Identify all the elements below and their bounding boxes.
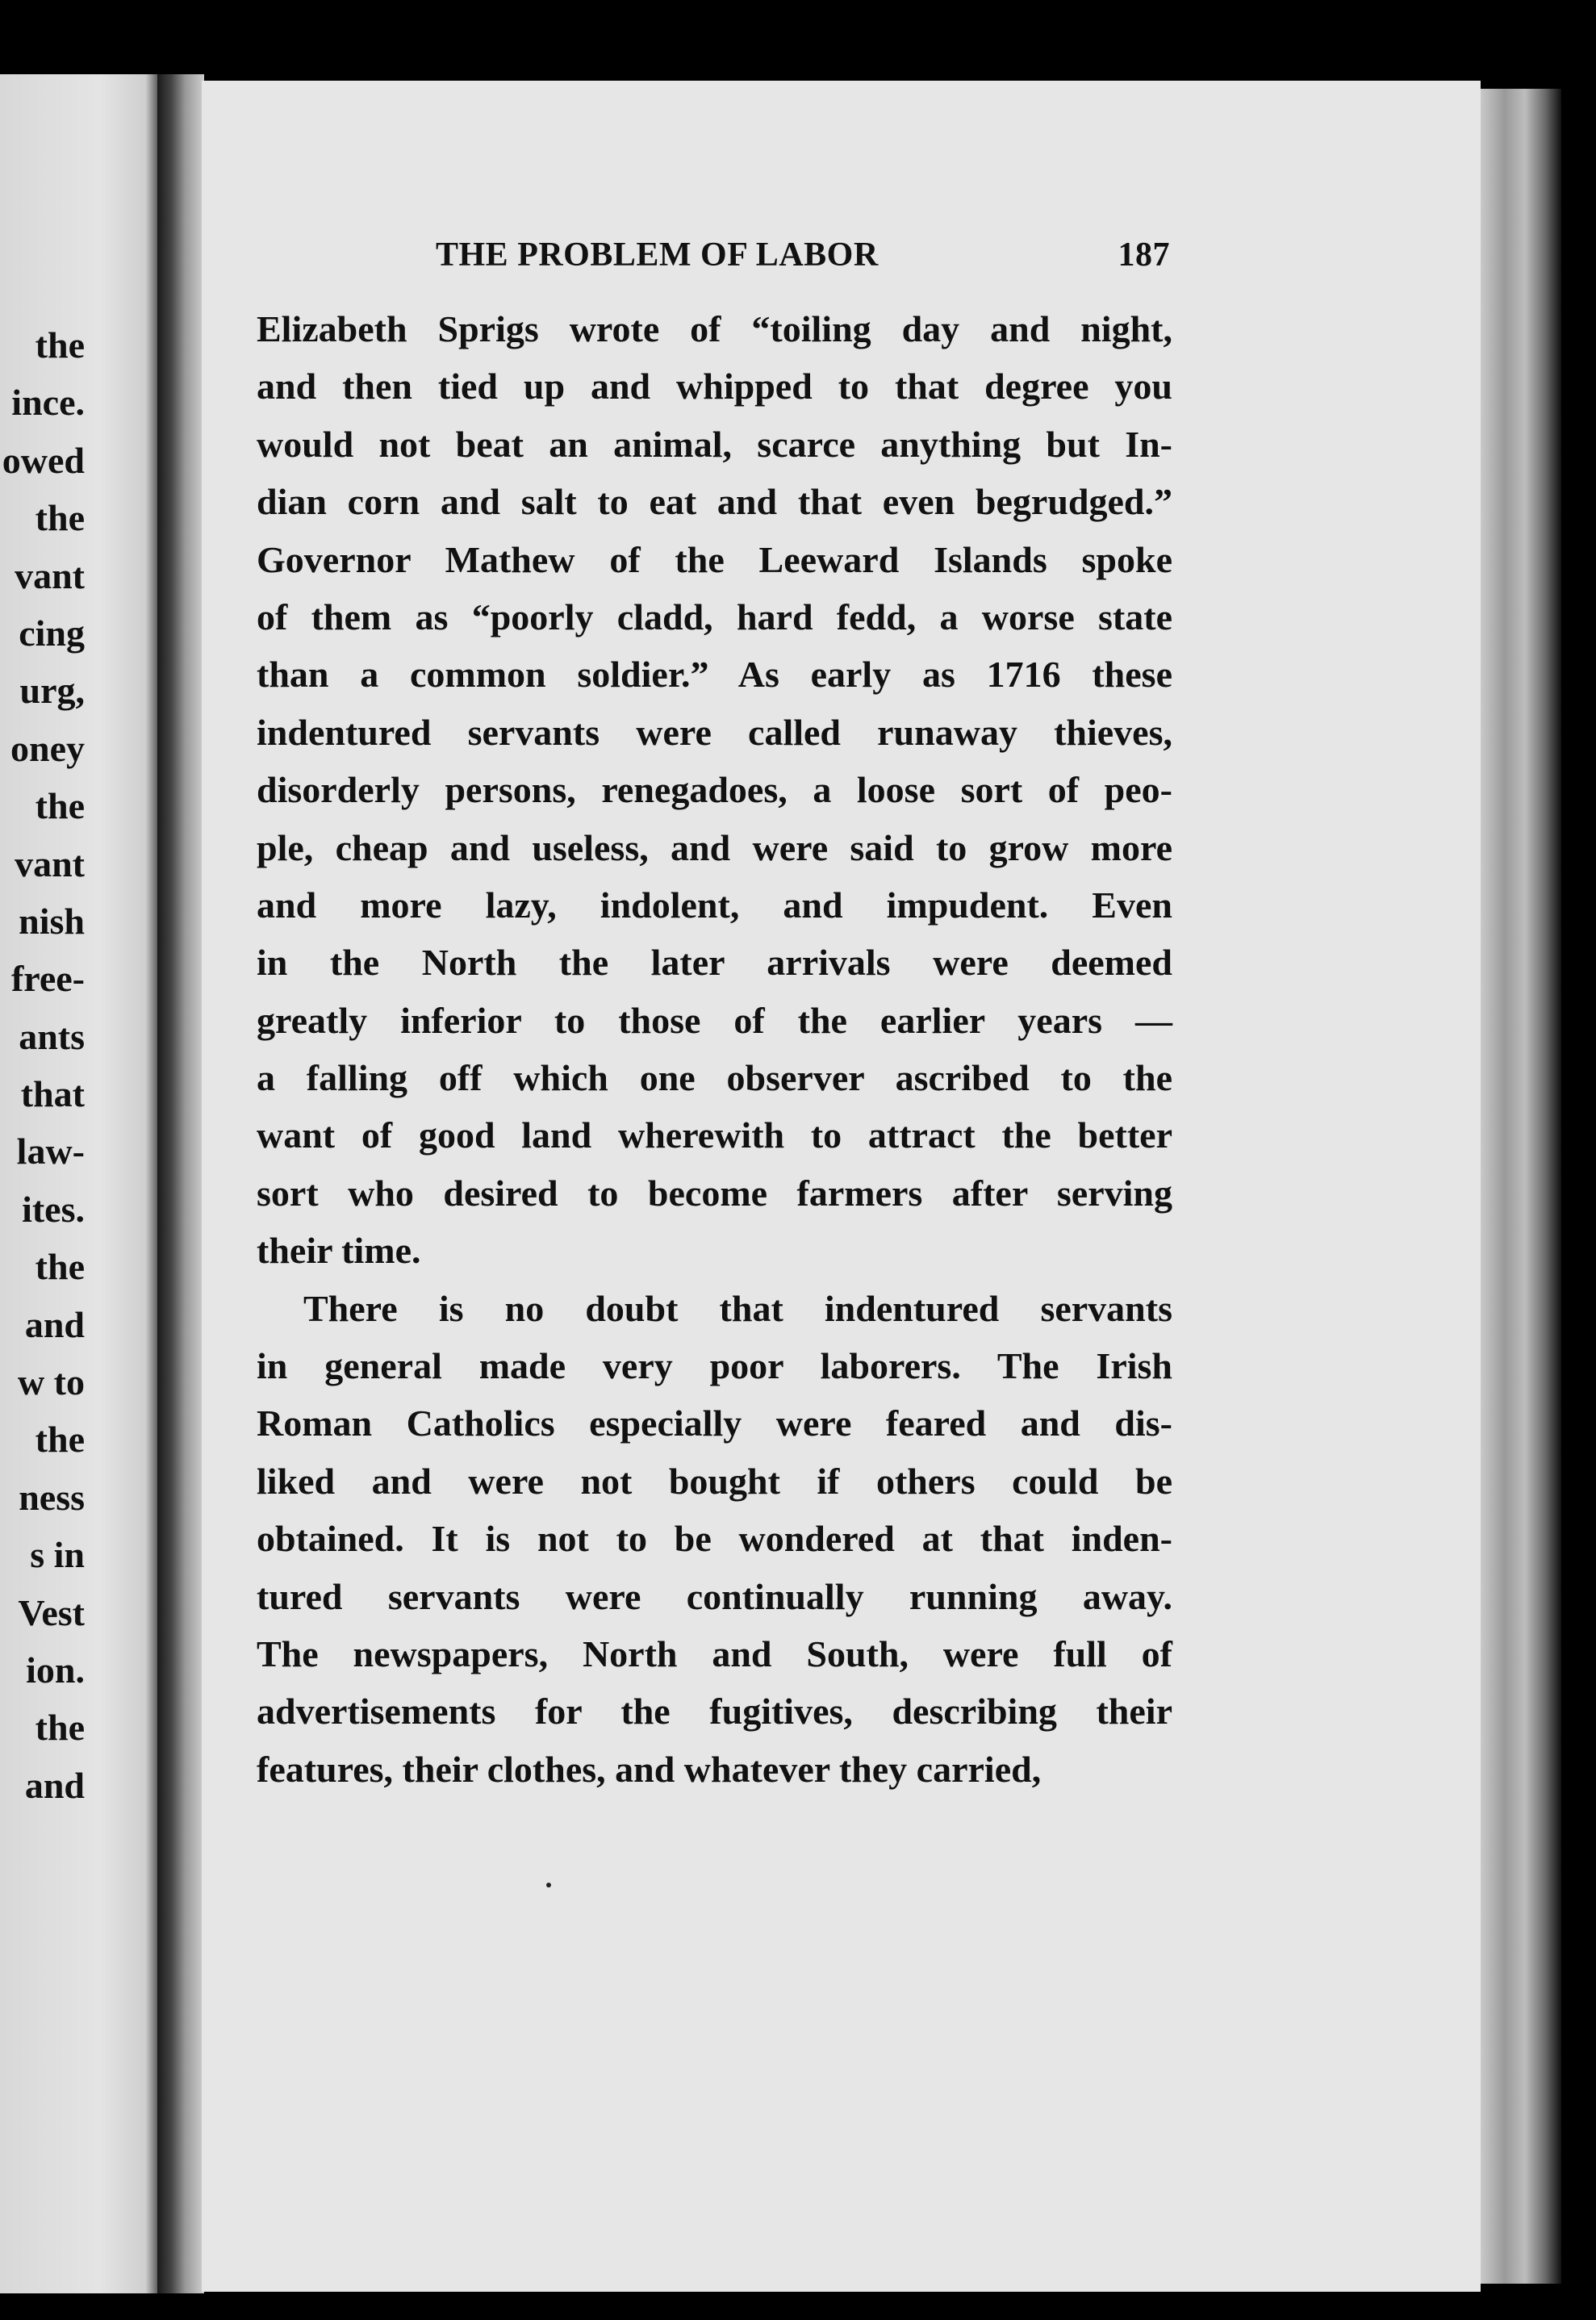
text-line: a falling off which one observer ascribed to the (257, 1057, 1172, 1099)
text-line: The newspapers, North and South, were full of (257, 1632, 1172, 1674)
left-page-line: that (20, 1073, 85, 1115)
text-line: Elizabeth Sprigs wrote of “toiling day and night, (257, 308, 1172, 349)
left-page-text (2, 316, 85, 1814)
left-page-line: oney (10, 727, 85, 769)
text-line: want of good land wherewith to attract the better (257, 1114, 1172, 1156)
left-page-line: Vest (18, 1591, 85, 1633)
text-line: in the North the later arrivals were deemed (257, 942, 1172, 984)
running-head-title: THE PROBLEM OF LABOR (436, 236, 879, 274)
text-line: of them as “poorly cladd, hard fedd, a worse state (257, 596, 1172, 637)
paragraph (257, 1280, 1172, 1799)
text-line: and more lazy, indolent, and impudent. Even (257, 884, 1172, 926)
text-line: ple, cheap and useless, and were said to grow more (257, 826, 1172, 868)
text-line: obtained. It is not to be wondered at that inden- (257, 1518, 1172, 1560)
page-edge (1481, 89, 1561, 2284)
body-text (257, 300, 1172, 1798)
text-line: dian corn and salt to eat and that even begrudged.” (257, 481, 1172, 523)
text-line: indentured servants were called runaway thieves, (257, 711, 1172, 753)
left-page-line: w to (17, 1361, 85, 1403)
left-page (0, 74, 165, 2293)
scan-border (0, 2293, 1596, 2320)
left-page-line: law- (16, 1131, 85, 1173)
text-line: liked and were not bought if others could be (257, 1460, 1172, 1502)
text-line: sort who desired to become farmers after serving (257, 1172, 1172, 1214)
text-line: disorderly persons, renegadoes, a loose sort of peo- (257, 769, 1172, 811)
left-page-line: ince. (11, 382, 85, 424)
left-page-line: urg, (19, 670, 85, 712)
left-page-line: the (35, 1707, 85, 1749)
text-line: their time. (257, 1230, 421, 1272)
text-line: tured servants were continually running away. (257, 1575, 1172, 1617)
left-page-line: vant (15, 842, 85, 884)
text-line: and then tied up and whipped to that degree you (257, 366, 1172, 408)
text-line: greatly inferior to those of the earlier years — (257, 999, 1172, 1041)
left-page-line: the (35, 1246, 85, 1288)
left-page-line: owed (2, 439, 85, 481)
text-line: than a common soldier.” As early as 1716 these (257, 654, 1172, 696)
left-page-line: ites. (22, 1188, 85, 1230)
running-head (436, 236, 1170, 274)
text-line: would not beat an animal, scarce anything but In- (257, 423, 1172, 465)
left-page-line: the (35, 785, 85, 827)
left-page-line: the (35, 1419, 85, 1461)
left-page-line: ants (19, 1015, 85, 1057)
left-page-line: cing (19, 612, 85, 654)
left-page-line: the (35, 497, 85, 539)
text-line: Roman Catholics especially were feared and dis- (257, 1402, 1172, 1444)
left-page-line: vant (15, 554, 85, 596)
left-page-line: the (35, 324, 85, 366)
left-page-line: ness (19, 1476, 85, 1518)
left-page-line: and (24, 1303, 85, 1345)
text-line: features, their clothes, and whatever they carried, (257, 1748, 1042, 1790)
page-number: 187 (1118, 236, 1170, 274)
left-page-line: and (24, 1764, 85, 1806)
ink-speck (546, 1883, 551, 1887)
left-page-line: free- (10, 958, 85, 1000)
left-page-line: s in (30, 1534, 85, 1576)
text-line: in general made very poor laborers. The Irish (257, 1345, 1172, 1387)
text-line: advertisements for the fugitives, describing their (257, 1691, 1172, 1733)
paragraph (257, 300, 1172, 1280)
text-line: There is no doubt that indentured servants (303, 1287, 1172, 1329)
left-page-line: nish (19, 900, 85, 942)
left-page-line: ion. (26, 1649, 85, 1691)
text-line: Governor Mathew of the Leeward Islands spoke (257, 538, 1172, 580)
book-gutter (157, 74, 204, 2293)
